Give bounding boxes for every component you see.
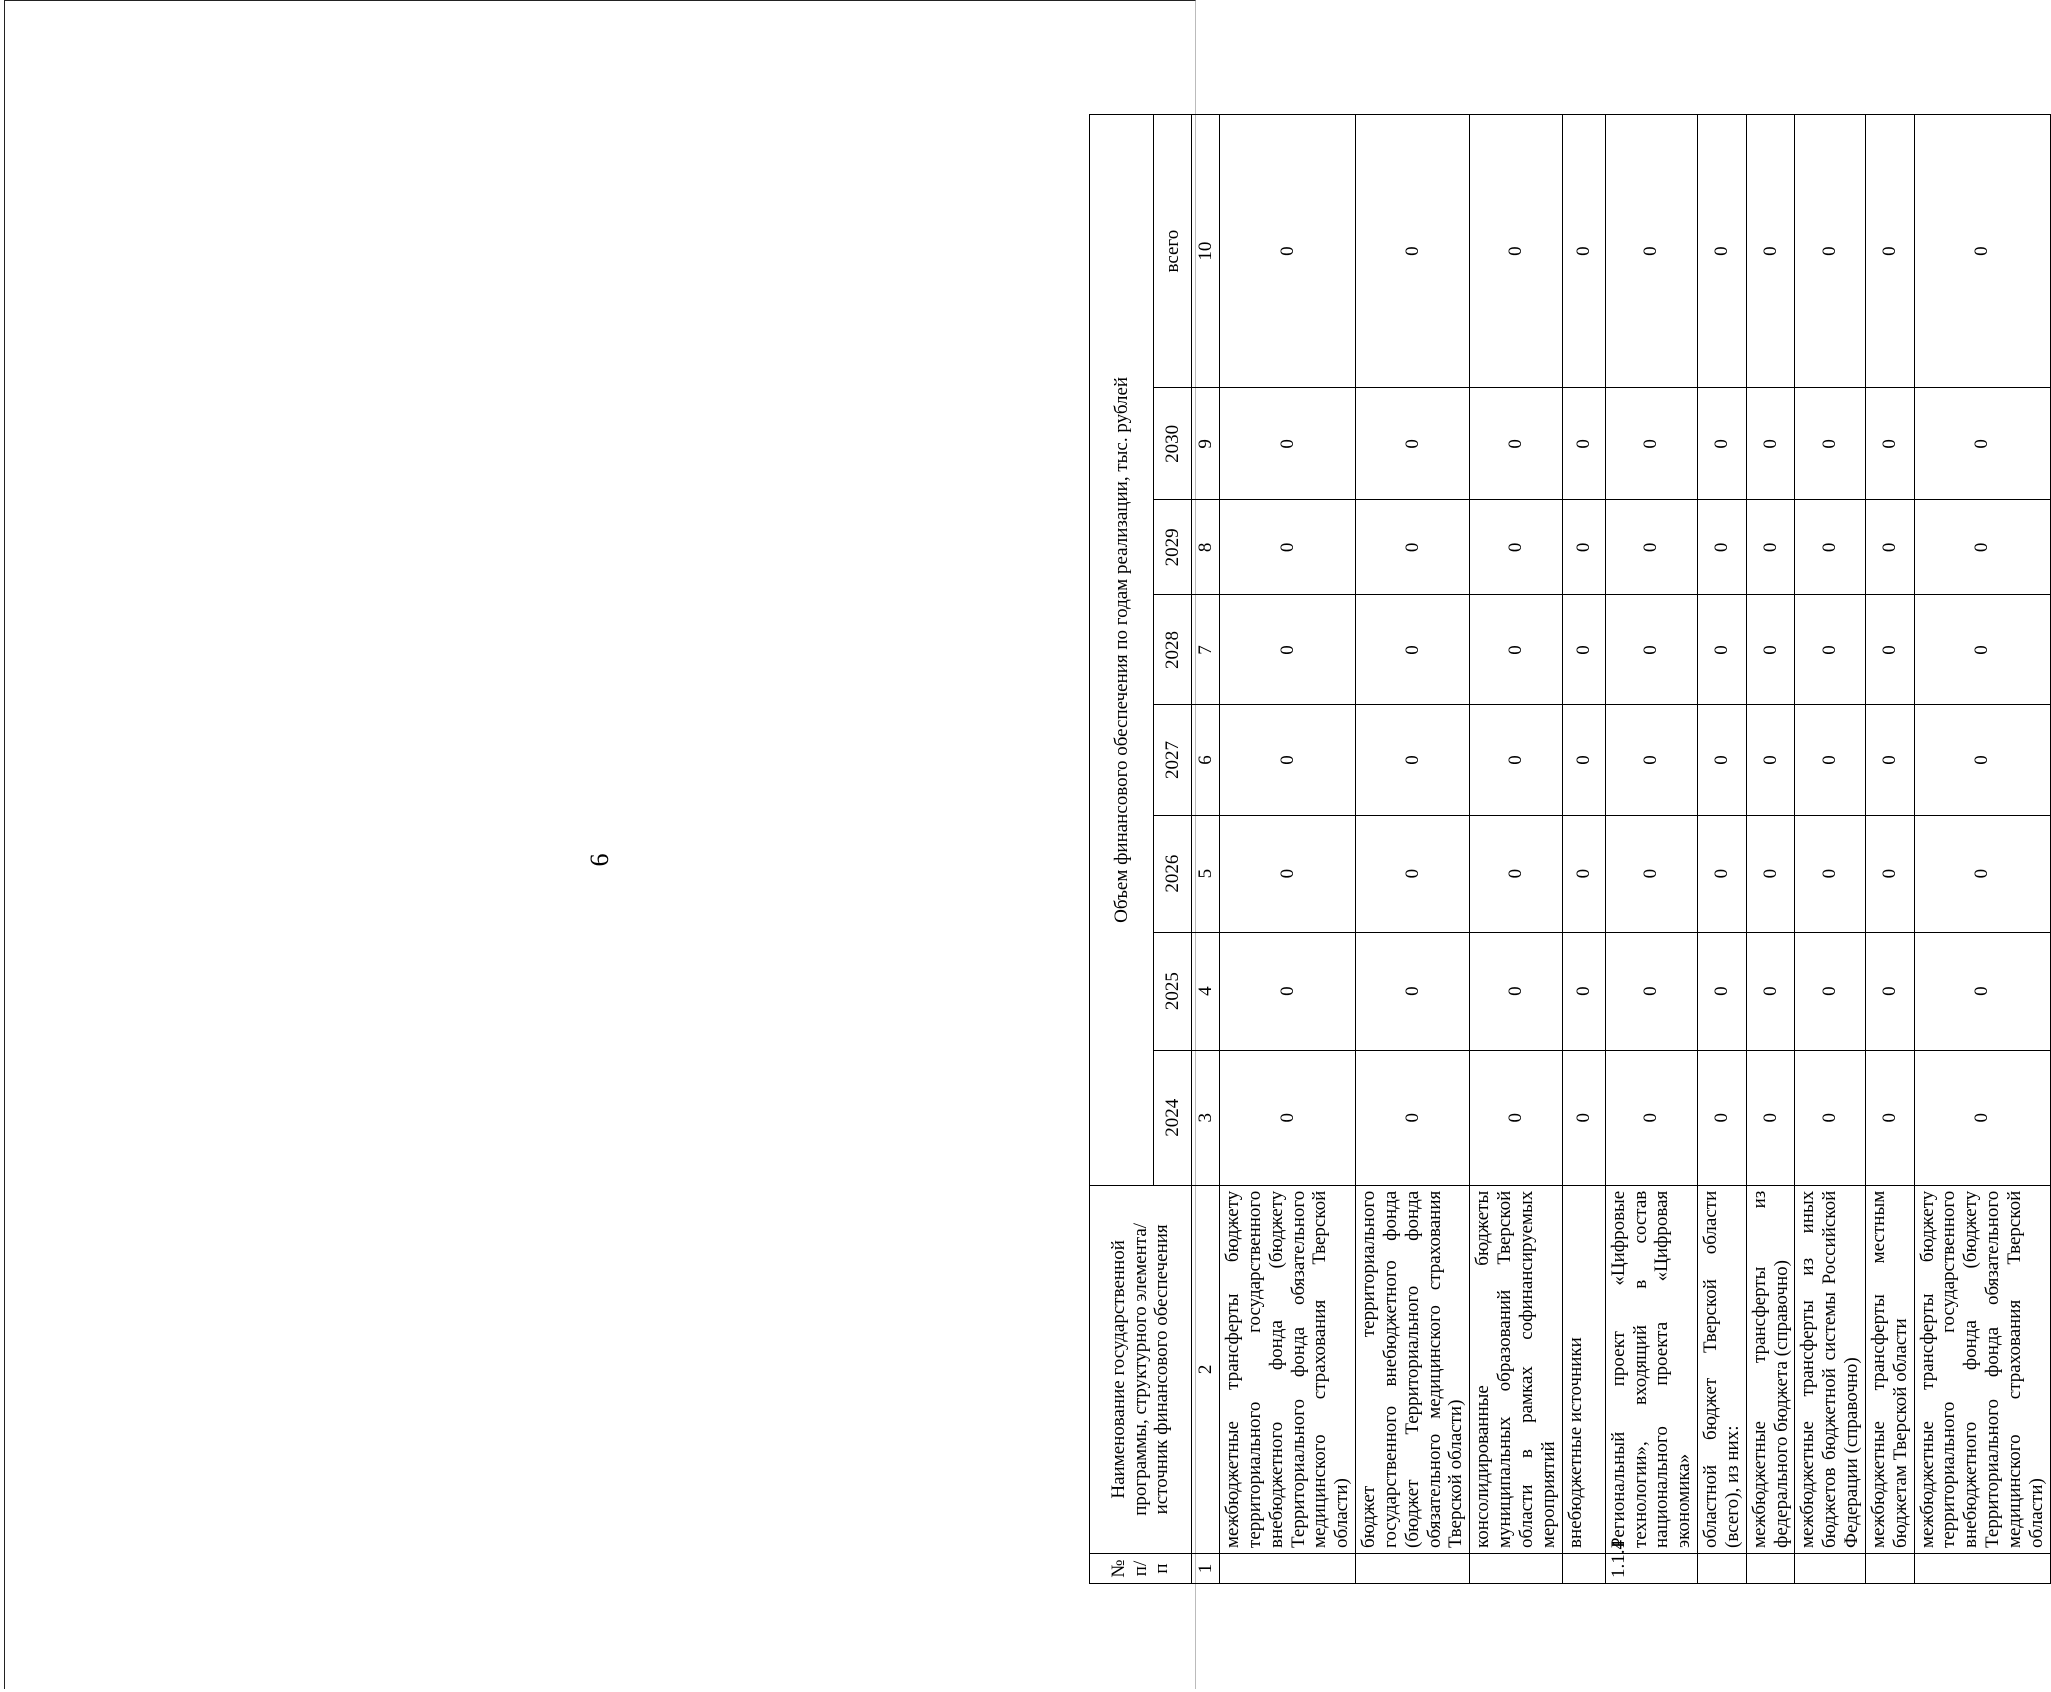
row-value: 0 (1746, 1050, 1795, 1185)
row-value: 0 (1746, 388, 1795, 500)
row-value: 0 (1746, 815, 1795, 932)
column-index: 10 (1192, 115, 1220, 388)
row-value: 0 (1605, 115, 1697, 388)
row-value: 0 (1865, 595, 1914, 705)
row-value: 0 (1562, 815, 1605, 932)
row-value: 0 (1865, 1050, 1914, 1185)
row-name: бюджет территориального государственного внебюджетного фонда (бюджет Территориального фонда обязательного медицинского страхования Тверской области) (1356, 1185, 1470, 1553)
table-row (1865, 115, 1914, 1584)
row-value: 0 (1698, 705, 1747, 815)
table-row (1914, 115, 2050, 1584)
header-year: 2025 (1154, 932, 1192, 1050)
row-value: 0 (1698, 595, 1747, 705)
row-value: 0 (1470, 500, 1562, 595)
row-value: 0 (1865, 705, 1914, 815)
table-row (1562, 115, 1605, 1584)
column-index: 6 (1192, 705, 1220, 815)
row-value: 0 (1914, 388, 2050, 500)
table-row (1795, 115, 1866, 1584)
row-name: межбюджетные трансферты из федерального бюджета (справочно) (1746, 1185, 1795, 1553)
row-value: 0 (1865, 500, 1914, 595)
row-value: 0 (1470, 388, 1562, 500)
row-value: 0 (1562, 1050, 1605, 1185)
table-row (1698, 115, 1747, 1584)
row-value: 0 (1746, 115, 1795, 388)
row-value: 0 (1795, 500, 1866, 595)
row-value: 0 (1470, 1050, 1562, 1185)
row-value: 0 (1220, 932, 1356, 1050)
row-value: 0 (1605, 500, 1697, 595)
column-index: 3 (1192, 1050, 1220, 1185)
financing-table-wrapper (1089, 114, 2047, 1584)
column-index: 4 (1192, 932, 1220, 1050)
row-value: 0 (1795, 705, 1866, 815)
row-value: 0 (1914, 595, 2050, 705)
row-value: 0 (1220, 595, 1356, 705)
row-name: внебюджетные источники (1562, 1185, 1605, 1553)
row-name: межбюджетные трансферты бюджету территориального государственного внебюджетного фонда (бюджету Территориального фонда обязательного медицинского страхования Тверской области) (1220, 1185, 1356, 1553)
row-value: 0 (1470, 115, 1562, 388)
row-value: 0 (1220, 815, 1356, 932)
row-value: 0 (1562, 500, 1605, 595)
row-value: 0 (1795, 115, 1866, 388)
row-value: 0 (1698, 500, 1747, 595)
row-value: 0 (1795, 932, 1866, 1050)
row-value: 0 (1914, 815, 2050, 932)
row-value: 0 (1914, 115, 2050, 388)
header-name: Наименование государственной программы, структурного элемента/источник финансового обеспечения (1090, 1185, 1192, 1553)
row-value: 0 (1746, 705, 1795, 815)
row-number: 1.1.4 (1605, 1553, 1697, 1583)
row-number (1795, 1553, 1866, 1583)
header-year: 2029 (1154, 500, 1192, 595)
header-num: № п/п (1090, 1553, 1192, 1583)
row-value: 0 (1698, 815, 1747, 932)
page-frame (4, 0, 1196, 1689)
page-number: 6 (585, 853, 614, 867)
header-year: 2024 (1154, 1050, 1192, 1185)
row-value: 0 (1220, 705, 1356, 815)
header-total: всего (1154, 115, 1192, 388)
row-value: 0 (1865, 815, 1914, 932)
row-value: 0 (1562, 932, 1605, 1050)
row-value: 0 (1356, 705, 1470, 815)
row-value: 0 (1698, 388, 1747, 500)
header-year: 2028 (1154, 595, 1192, 705)
table-row (1605, 115, 1697, 1584)
row-value: 0 (1562, 705, 1605, 815)
row-name: областной бюджет Тверской области (всего), из них: (1698, 1185, 1747, 1553)
header-year: 2026 (1154, 815, 1192, 932)
row-value: 0 (1865, 932, 1914, 1050)
row-value: 0 (1605, 595, 1697, 705)
financing-table (1089, 114, 2051, 1584)
row-value: 0 (1562, 115, 1605, 388)
row-value: 0 (1698, 932, 1747, 1050)
row-value: 0 (1746, 932, 1795, 1050)
row-value: 0 (1795, 595, 1866, 705)
row-value: 0 (1605, 1050, 1697, 1185)
row-value: 0 (1914, 705, 2050, 815)
row-value: 0 (1562, 595, 1605, 705)
row-value: 0 (1795, 815, 1866, 932)
row-value: 0 (1356, 932, 1470, 1050)
row-value: 0 (1914, 500, 2050, 595)
row-number (1914, 1553, 2050, 1583)
row-value: 0 (1746, 500, 1795, 595)
header-group: Объем финансового обеспечения по годам реализации, тыс. рублей (1090, 115, 1154, 1186)
row-value: 0 (1746, 595, 1795, 705)
row-value: 0 (1220, 1050, 1356, 1185)
row-number (1356, 1553, 1470, 1583)
table-row (1220, 115, 1356, 1584)
row-value: 0 (1605, 932, 1697, 1050)
row-value: 0 (1795, 1050, 1866, 1185)
row-value: 0 (1865, 115, 1914, 388)
row-value: 0 (1356, 595, 1470, 705)
row-name: межбюджетные трансферты местным бюджетам Тверской области (1865, 1185, 1914, 1553)
row-value: 0 (1220, 500, 1356, 595)
row-value: 0 (1356, 500, 1470, 595)
row-value: 0 (1605, 815, 1697, 932)
row-value: 0 (1605, 388, 1697, 500)
row-number (1562, 1553, 1605, 1583)
row-value: 0 (1356, 115, 1470, 388)
header-row-1 (1090, 115, 1154, 1584)
row-value: 0 (1470, 595, 1562, 705)
column-index: 5 (1192, 815, 1220, 932)
row-value: 0 (1470, 705, 1562, 815)
row-value: 0 (1356, 815, 1470, 932)
table-row (1746, 115, 1795, 1584)
row-number (1470, 1553, 1562, 1583)
row-value: 0 (1356, 388, 1470, 500)
row-number (1746, 1553, 1795, 1583)
header-year: 2027 (1154, 705, 1192, 815)
row-value: 0 (1698, 1050, 1747, 1185)
column-index: 1 (1192, 1553, 1220, 1583)
row-name: межбюджетные трансферты бюджету территориального государственного внебюджетного фонда (бюджету Территориального фонда обязательного медицинского страхования Тверской области) (1914, 1185, 2050, 1553)
row-number (1698, 1553, 1747, 1583)
row-value: 0 (1698, 115, 1747, 388)
header-year: 2030 (1154, 388, 1192, 500)
row-value: 0 (1220, 388, 1356, 500)
column-index: 9 (1192, 388, 1220, 500)
column-index: 2 (1192, 1185, 1220, 1553)
row-value: 0 (1914, 1050, 2050, 1185)
column-index: 8 (1192, 500, 1220, 595)
row-value: 0 (1356, 1050, 1470, 1185)
row-name: Региональный проект «Цифровые технологии», входящий в состав национального проекта «Цифровая экономика» (1605, 1185, 1697, 1553)
row-value: 0 (1795, 388, 1866, 500)
table-row (1356, 115, 1470, 1584)
table-row (1470, 115, 1562, 1584)
row-name: консолидированные бюджеты муниципальных образований Тверской области в рамках софинансируемых мероприятий (1470, 1185, 1562, 1553)
header-row-indices (1192, 115, 1220, 1584)
row-value: 0 (1562, 388, 1605, 500)
row-number (1220, 1553, 1356, 1583)
row-value: 0 (1220, 115, 1356, 388)
row-value: 0 (1865, 388, 1914, 500)
row-value: 0 (1470, 932, 1562, 1050)
row-number (1865, 1553, 1914, 1583)
row-value: 0 (1470, 815, 1562, 932)
row-value: 0 (1914, 932, 2050, 1050)
row-value: 0 (1605, 705, 1697, 815)
column-index: 7 (1192, 595, 1220, 705)
row-name: межбюджетные трансферты из иных бюджетов бюджетной системы Российской Федерации (справочно) (1795, 1185, 1866, 1553)
